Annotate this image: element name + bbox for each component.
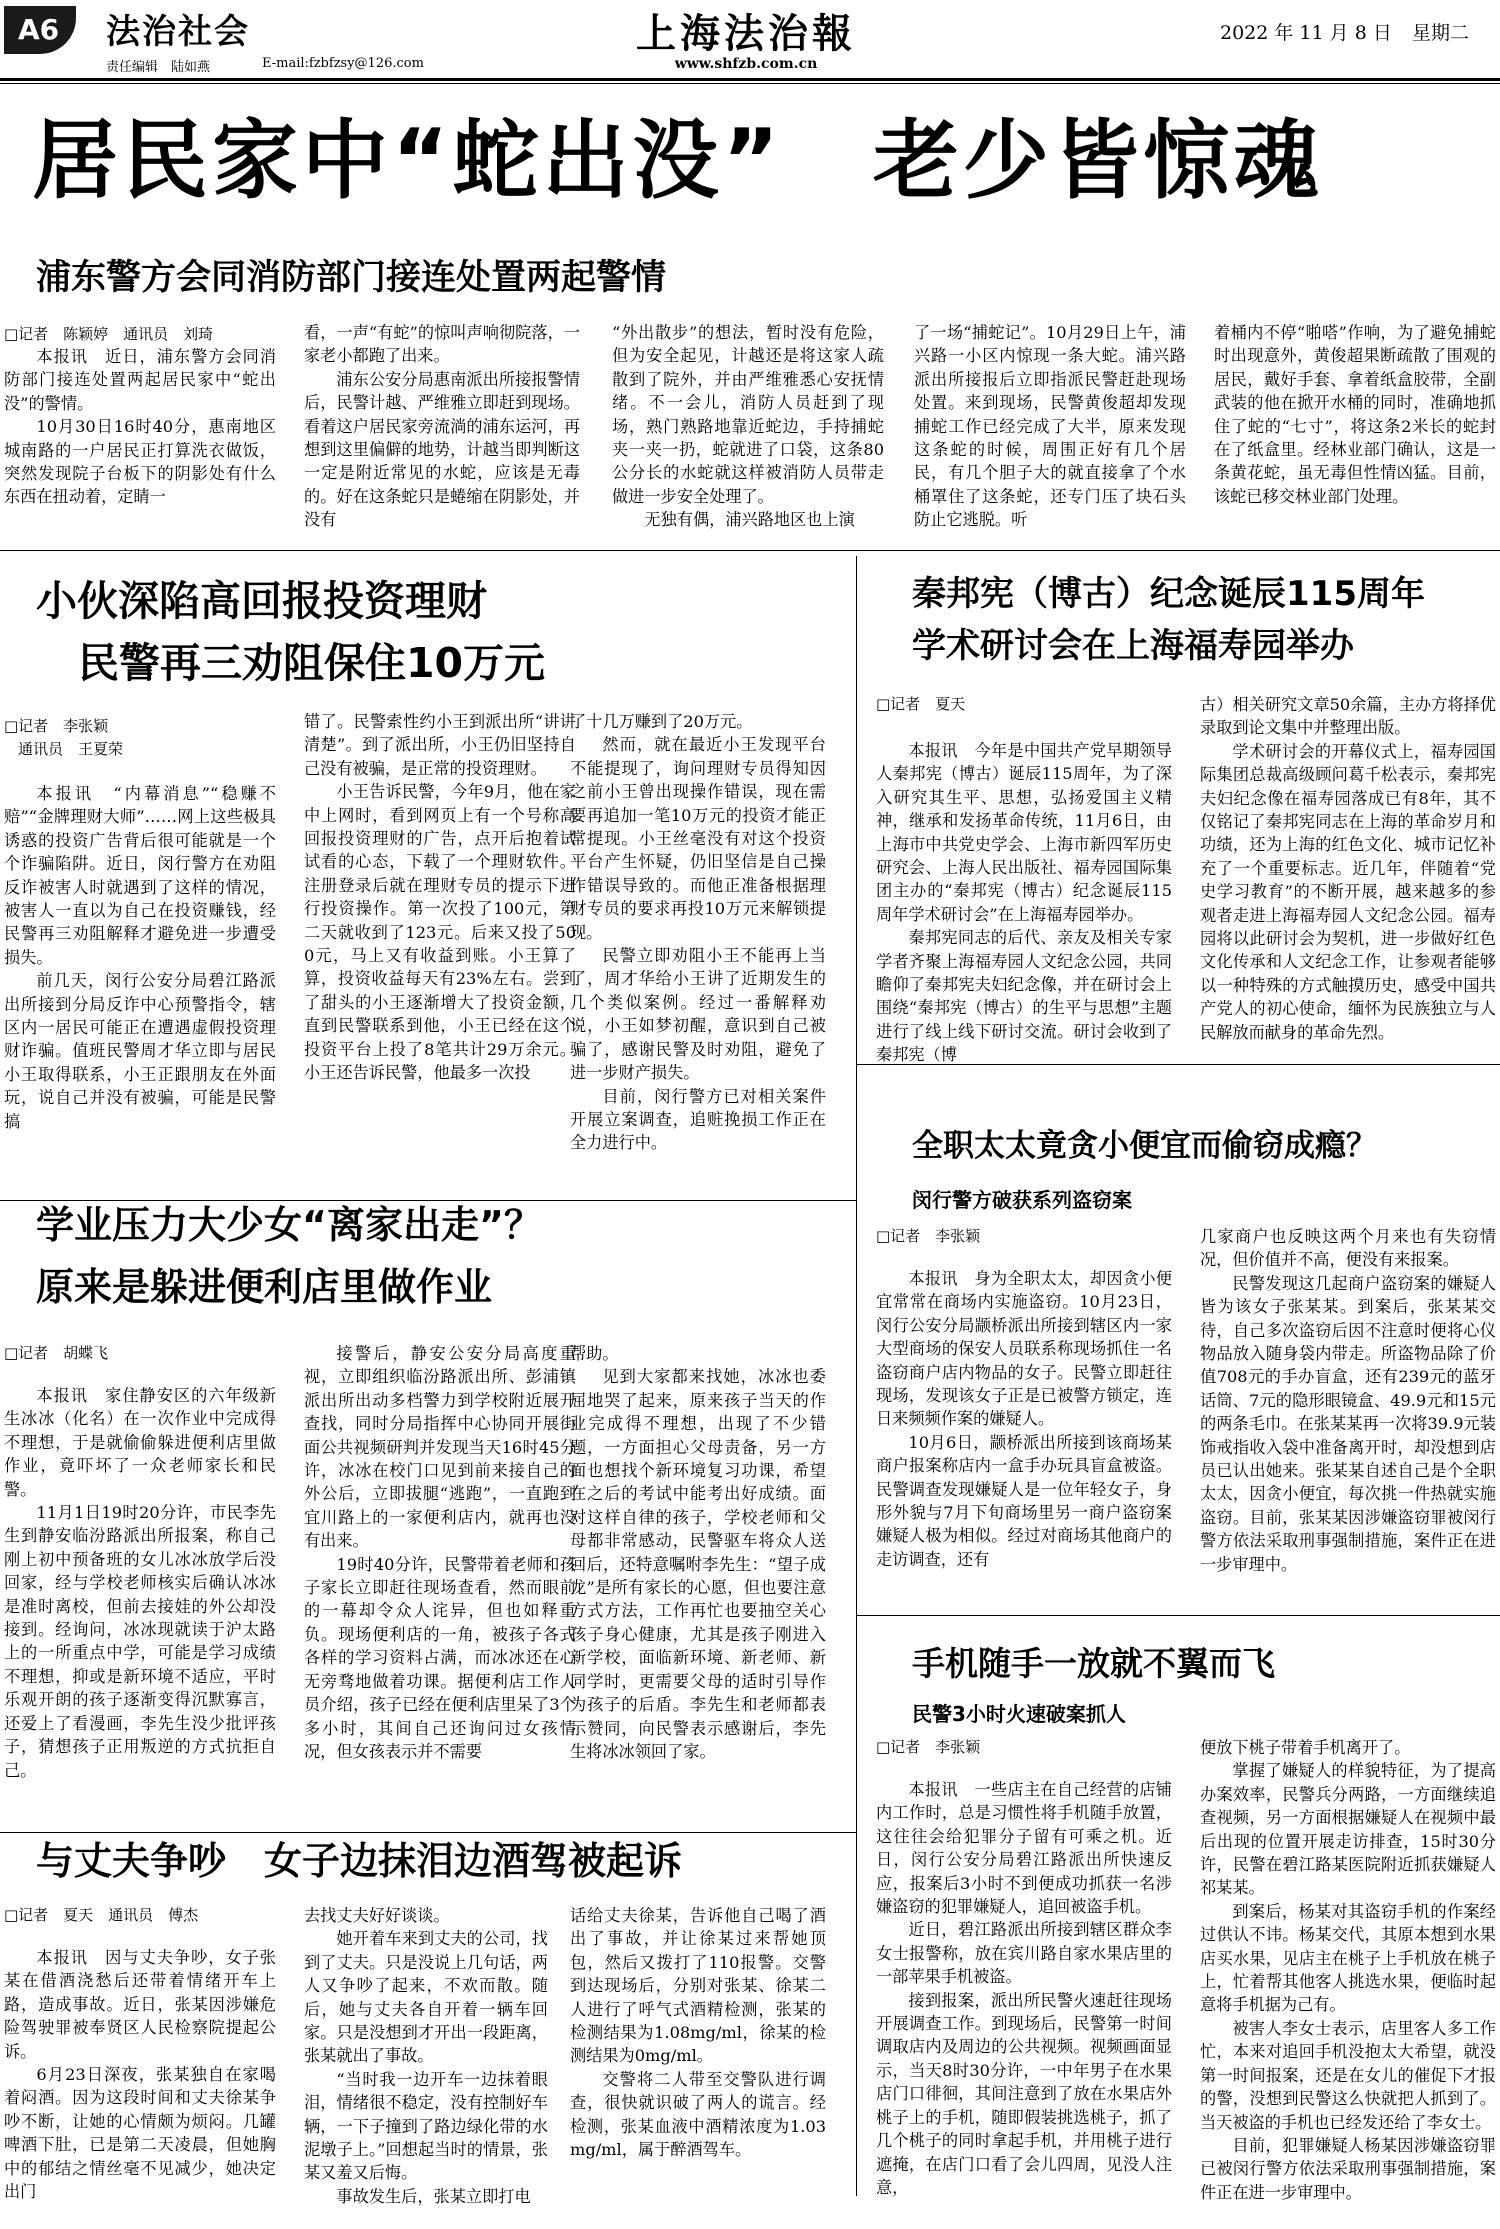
paragraph: 本报讯 一些店主在自己经营的店铺内工作时，总是习惯性将手机随手放置，这往往会给犯罪分子留有可乘之机。近日，闵行公安分局碧江路派出所快速反应，报案后3小时不到便成功抓获一名涉嫌盗窃的犯罪嫌疑人，追回被盗手机。 xyxy=(876,1780,1172,1917)
lead-column-4 xyxy=(914,321,1186,537)
paragraph: 19时40分许，民警带着老师和孩子家长立即赶往现场查看，然而眼前的一幕却令众人诧异，但也如释重负。现场便利店的一角，被孩子各式各样的学习资料占满，而冰冰还在心无旁骛地做着功课。据便利店工作人员介绍，孩子已经在便利店里呆了3个多小时，其间自己还询问过女孩情况，但女孩表示并不需要 xyxy=(304,1554,576,1761)
lead-column-1 xyxy=(4,345,276,537)
student-column-3 xyxy=(570,1342,826,1816)
investment-column-3 xyxy=(570,710,826,1190)
paragraph: 接警后，静安公安分局高度重视，立即组织临汾路派出所、彭浦镇派出所出动多档警力到学校附近展开查找，同时分局指挥中心协同开展街面公共视频研判并发现当天16时45分许，冰冰在校门口见到前来接自己的外公后，立即拔腿“逃跑”，一直跑到宜川路上的一家便利店内，就再也没有出来。 xyxy=(304,1344,576,1551)
theft-subhead: 闵行警方破获系列盗窃案 xyxy=(912,1188,1132,1212)
paragraph: 秦邦宪同志的后代、亲友及相关专家学者齐聚上海福寿园人文纪念公园，共同瞻仰了秦邦宪夫妇纪念像，并在研讨会上围绕“秦邦宪（博古）的生平与思想”主题进行了线上线下研讨交流。研讨会收到了秦邦宪（博 xyxy=(876,928,1172,1065)
column-divider xyxy=(856,556,857,2196)
lead-byline: □记者 陈颖婷 通讯员 刘琦 xyxy=(4,325,214,343)
lead-column-3 xyxy=(612,321,884,537)
section-title: 法治社会 xyxy=(106,12,250,52)
paragraph: 错了。民警索性约小王到派出所“讲讲清楚”。到了派出所，小王仍旧坚持自己没有被骗，是正常的投资理财。 xyxy=(304,712,576,778)
student-column-2 xyxy=(304,1342,576,1816)
theft-column-2 xyxy=(1200,1225,1496,1607)
paragraph: 本报讯 身为全职太太，却因贪小便宜常常在商场内实施盗窃。10月23日，闵行公安分局颛桥派出所接到辖区内一家大型商场的保安人员联系称现场抓住一名盗窃商户店内物品的女子。民警立即赶往现场，发现该女子正是已被警方锁定，连日来频频作案的嫌疑人。 xyxy=(876,1269,1172,1429)
phone-headline: 手机随手一放就不翼而飞 xyxy=(912,1644,1275,1683)
paragraph: 看，一声“有蛇”的惊叫声响彻院落，一家老小都跑了出来。 xyxy=(304,323,580,366)
paragraph: 小王告诉民警，今年9月，他在家中上网时，看到网页上有一个号称高回报投资理财的广告，点开后抱着试试看的心态，下载了一个理财软件。注册登录后就在理财专员的提示下进行投资操作。第一次投了100元，第二天就收到了123元。后来又投了500元，马上又有收益到账。小王算了算，投资收益每天有23%左右。尝到了甜头的小王逐渐增大了投资金额，直到民警联系到他，小王已经在这个投资平台上投了8笔共计29万余元。小王还告诉民警，他最多一次投 xyxy=(304,782,576,1083)
paragraph: 本报讯 因与丈夫争吵，女子张某在借酒浇愁后还带着情绪开车上路，造成事故。近日，张某因涉嫌危险驾驶罪被奉贤区人民检察院提起公诉。 xyxy=(4,1948,276,2061)
drunk-driving-column-3 xyxy=(570,1904,826,2226)
investment-byline: □记者 李张颖 xyxy=(4,717,109,735)
paragraph: 了十几万赚到了20万元。 xyxy=(570,712,753,731)
paragraph: 民警立即劝阻小王不能再上当了，周才华给小王讲了近期发生的几个类似案例。经过一番解释劝说，小王如梦初醒，意识到自己被骗了，感谢民警及时劝阻，避免了进一步财产损失。 xyxy=(570,946,826,1083)
header-rule-thick xyxy=(0,78,1500,81)
paragraph: “当时我一边开车一边抹着眼泪，情绪很不稳定，没有控制好车辆，一下子撞到了路边绿化带的水泥墩子上。”回想起当时的情景，张某又羞又后悔。 xyxy=(304,2069,548,2183)
commemoration-column-2 xyxy=(1200,693,1496,1049)
drunk-driving-byline: □记者 夏天 通讯员 傅杰 xyxy=(4,1906,199,1924)
section-divider xyxy=(0,1200,856,1201)
section-divider xyxy=(0,550,1500,551)
paragraph: 被害人李女士表示，店里客人多工作忙，本来对追回手机没抱太大希望，就没第一时间报案，还是在女儿的催促下才报的警，没想到民警这么快就把人抓到了。当天被盗的手机也已经发还给了李女士。 xyxy=(1200,2018,1496,2132)
paragraph: 去找丈夫好好谈谈。 xyxy=(304,1906,450,1925)
commemoration-headline-line-1: 秦邦宪（博古）纪念诞辰115周年 xyxy=(912,574,1425,614)
student-headline-line-1: 学业压力大少女“离家出走”？ xyxy=(36,1203,542,1247)
paragraph: 事故发生后，张某立即打电 xyxy=(336,2186,531,2206)
paragraph: 本报讯 “内幕消息”“稳赚不赔”“金牌理财大师”……网上这些极具诱惑的投资广告背后很可能就是一个个诈骗陷阱。近日，闵行警方在劝阻反诈被害人时就遇到了这样的情况，被害人一直以为自己在投资赚钱，经民警再三劝阻解释才避免进一步遭受损失。 xyxy=(4,784,276,967)
newspaper-masthead: 上海法治報 xyxy=(636,10,856,57)
theft-column-1 xyxy=(876,1267,1172,1607)
paragraph: 话给丈夫徐某，告诉他自己喝了酒出了事故，并让徐某过来帮她顶包，然后又拨打了110报警。交警到达现场后，分别对张某、徐某二人进行了呼气式酒精检测，张某的检测结果为1.08mg/ml，徐某的检测结果为0mg/ml。 xyxy=(570,1906,826,2066)
paragraph: 近日，碧江路派出所接到辖区群众李女士报警称，放在宾川路自家水果店里的一部苹果手机被盗。 xyxy=(876,1920,1172,1987)
paragraph: 6月23日深夜，张某独自在家喝着闷酒。因为这段时间和丈夫徐某争吵不断，让她的心情颇为烦闷。几罐啤酒下肚，已是第二天凌晨，但她胸中的郁结之情丝毫不见减少，她决定出门 xyxy=(4,2065,276,2202)
section-divider xyxy=(857,1064,1500,1065)
drunk-driving-headline: 与丈夫争吵 女子边抹泪边酒驾被起诉 xyxy=(36,1839,683,1883)
paragraph: 着桶内不停“啪嗒”作响，为了避免捕蛇时出现意外，黄俊超果断疏散了围观的居民，戴好手套、拿着纸盒胶带，全副武装的他在掀开水桶的同时，准确地抓住了蛇的“七寸”，将这条2米长的蛇封在了纸盒里。经林业部门确认，这是一条黄花蛇，虽无毒但性情凶猛。目前，该蛇已移交林业部门处理。 xyxy=(1214,323,1496,506)
paragraph: 11月1日19时20分许，市民李先生到静安临汾路派出所报案，称自己刚上初中预备班的女儿冰冰放学后没回家，经与学校老师核实后确认冰冰是准时离校，但前去接娃的外公却没接到。经询问，冰冰现就读于沪太路上的一所重点中学，可能是学习成绩不理想，抑或是新环境不适应，平时乐观开朗的孩子逐渐变得沉默寡言，还爱上了看漫画，李先生没少批评孩子，猜想孩子正用叛逆的方式抗拒自己。 xyxy=(4,1503,276,1780)
responsible-editor: 责任编辑 陆如燕 xyxy=(106,60,211,75)
drunk-driving-column-1 xyxy=(4,1946,276,2226)
investment-headline-line-2: 民警再三劝阻保住10万元 xyxy=(78,639,546,687)
editor-email: E-mail:fzbfzsy@126.com xyxy=(262,56,424,71)
paragraph: 前几天，闵行公安分局碧江路派出所接到分局反诈中心预警指令，辖区内一居民可能正在遭遇虚假投资理财诈骗。值班民警周才华立即与居民小王取得联系，小王正跟朋友在外面玩，说自己并没有被骗，可能是民警搞 xyxy=(4,971,276,1131)
paragraph: 掌握了嫌疑人的样貌特征，为了提高办案效率，民警兵分两路，一方面继续追查视频，另一方面根据嫌疑人在视频中最后出现的位置开展走访排查，15时30分许，民警在碧江路某医院附近抓获嫌疑人祁某某。 xyxy=(1200,1761,1496,1898)
drunk-driving-column-2 xyxy=(304,1904,548,2226)
section-divider xyxy=(857,1615,1500,1616)
commemoration-headline-line-2: 学术研讨会在上海福寿园举办 xyxy=(912,626,1354,666)
commemoration-byline: □记者 夏天 xyxy=(876,695,966,713)
paragraph: 浦东公安分局惠南派出所接报警情后，民警计越、严维雅立即赶到现场。看着这户居民家旁流淌的浦东运河，再想到这里偏僻的地势，计越当即判断这一定是附近常见的水蛇，应该是无毒的。好在这条蛇只是蜷缩在阴影处，并没有 xyxy=(304,369,580,530)
paragraph: 见到大家都来找她，冰冰也委屈地哭了起来，原来孩子当天的作业完成得不理想，出现了不少错题，一方面担心父母责备，另一方面也想找个新环境复习功课，希望在之后的考试中能考出好成绩。面对这样自律的孩子，学校老师和父母都非常感动，民警驱车将众人送回后，还特意嘱咐李先生：“望子成龙”是所有家长的心愿，但也要注意方式方法，工作再忙也要抽空关心孩子身心健康，尤其是孩子刚进入新学校，面临新环境、新老师、新同学时，更需要父母的适时引导作为孩子的后盾。李先生和老师都表示赞同，向民警表示感谢后，李先生将冰冰领回了家。 xyxy=(570,1367,826,1761)
paragraph: 10月30日16时40分，惠南地区城南路的一户居民正打算洗衣做饭，突然发现院子台板下的阴影处有什么东西在扭动着，定睛一 xyxy=(4,417,276,507)
paragraph: 便放下桃子带着手机离开了。 xyxy=(1200,1738,1411,1757)
investment-headline-line-1: 小伙深陷高回报投资理财 xyxy=(36,577,487,625)
paragraph: 本报讯 家住静安区的六年级新生冰冰（化名）在一次作业中完成得不理想，于是就偷偷躲进便利店里做作业，竟吓坏了一众老师家长和民警。 xyxy=(4,1386,276,1499)
paragraph: 了一场“捕蛇记”。10月29日上午，浦兴路一小区内惊现一条大蛇。浦兴路派出所接报后立即指派民警赶赴现场处置。来到现场，民警黄俊超却发现捕蛇工作已经完成了大半，原来发现这条蛇的时候，周围正好有几个居民，有几个胆子大的就直接拿了个水桶罩住了这条蛇，还专门压了块石头防止它逃脱。听 xyxy=(914,323,1186,530)
paragraph: 接到报案，派出所民警火速赶往现场开展调查工作。到现场后，民警第一时间调取店内及周边的公共视频。视频画面显示，当天8时30分许，一中年男子在水果店门口徘徊，其间注意到了放在水果店外桃子上的手机，随即假装挑选桃子，抓了几个桃子的同时拿起手机，并用桃子进行遮掩，在店门口看了会儿四周，见没人注意， xyxy=(876,1990,1172,2197)
student-byline: □记者 胡蝶飞 xyxy=(4,1344,109,1362)
paragraph: 民警发现这几起商户盗窃案的嫌疑人皆为该女子张某某。到案后，张某某交待，自己多次盗窃后因不注意时便将心仪物品放入随身袋内带走。所盗物品除了价值708元的手办盲盒，还有239元的蓝牙话筒、7元的隐形眼镜盒、49.9元和15元的两条毛巾。在张某某再一次将39.9元装饰戒指收入袋中准备离开时，却没想到店员已认出她来。张某某自述自己是个全职太太，因贪小便宜，每次挑一件热就实施盗窃。目前，张某某因涉嫌盗窃罪被闵行警方依法采取刑事强制措施，案件正在进一步审理中。 xyxy=(1200,1273,1496,1574)
theft-byline: □记者 李张颖 xyxy=(876,1227,981,1245)
page-number-badge: A6 xyxy=(4,6,76,54)
header-rule-thin xyxy=(0,83,1500,84)
investment-column-1 xyxy=(4,782,276,1190)
lead-column-5 xyxy=(1214,321,1496,537)
student-headline-line-2: 原来是躲进便利店里做作业 xyxy=(36,1265,493,1309)
lead-column-2 xyxy=(304,321,580,537)
phone-column-2 xyxy=(1200,1736,1496,2223)
paragraph: 帮助。 xyxy=(570,1344,619,1363)
paragraph: 10月6日，颛桥派出所接到该商场某商户报案称店内一盒手办玩具盲盒被盗。民警调查发现嫌疑人是一位年轻女子，身形外貌与7月下旬商场里另一商户盗窃案嫌疑人极为相似。经过对商场其他商户的走访调查，还有 xyxy=(876,1432,1172,1569)
phone-byline: □记者 李张颖 xyxy=(876,1738,981,1756)
investment-column-2 xyxy=(304,710,576,1190)
student-column-1 xyxy=(4,1384,276,1816)
paragraph: 无独有偶，浦兴路地区也上演 xyxy=(644,510,855,530)
investment-byline-2: 通讯员 王夏荣 xyxy=(18,740,124,758)
paragraph: 她开着车来到丈夫的公司，找到了丈夫。只是没说上几句话，两人又争吵了起来，不欢而散。随后，她与丈夫各自开着一辆车回家。只是没想到才开出一段距离，张某就出了事故。 xyxy=(304,1929,548,2066)
theft-headline: 全职太太竟贪小便宜而偷窃成瘾？ xyxy=(912,1128,1377,1164)
paragraph: 到案后，杨某对其盗窃手机的作案经过供认不讳。杨某交代，其原本想到水果店买水果，见店主在桃子上手机放在桃子上，忙着帮其他客人挑选水果，便临时起意将手机据为己有。 xyxy=(1200,1901,1496,2015)
paragraph: 几家商户也反映这两个月来也有失窃情况，但价值并不高，便没有来报案。 xyxy=(1200,1227,1496,1270)
paragraph: 学术研讨会的开幕仪式上，福寿园国际集团总裁高级顾问葛千松表示，秦邦宪夫妇纪念像在福寿园落成已有8年，其不仅铭记了秦邦宪同志在上海的革命岁月和功绩，还为上海的红色文化、城市记忆补充了一个重要标志。近几年，伴随着“党史学习教育”的不断开展，越来越多的参观者走进上海福寿园人文纪念公园。福寿园将以此研讨会为契机，进一步做好红色文化传承和人文纪念工作，让参观者能够以一种特殊的方式触摸历史，感受中国共产党人的初心使命，缅怀为民族独立与人民解放而献身的革命先烈。 xyxy=(1200,741,1496,1042)
section-divider xyxy=(0,1832,856,1833)
commemoration-column-1 xyxy=(876,739,1172,1065)
paragraph: 本报讯 今年是中国共产党早期领导人秦邦宪（博古）诞辰115周年，为了深入研究其生平、思想，弘扬爱国主义精神，继承和发扬革命传统，11月6日，由上海市中共党史学会、上海市新四军历史研究会、上海人民出版社、福寿园国际集团主办的“秦邦宪（博古）纪念诞辰115周年学术研讨会”在上海福寿园举办。 xyxy=(876,741,1172,924)
paragraph: 古）相关研究文章50余篇，主办方将择优录取到论文集中并整理出版。 xyxy=(1200,695,1496,738)
newspaper-website: www.shfzb.com.cn xyxy=(674,56,818,72)
issue-weekday: 星期二 xyxy=(1412,22,1470,44)
lead-subhead: 浦东警方会同消防部门接连处置两起警情 xyxy=(36,258,667,298)
paragraph: 交警将二人带至交警队进行调查，很快就识破了两人的谎言。经检测，张某血液中酒精浓度为1.03mg/ml，属于醉酒驾车。 xyxy=(570,2069,826,2160)
paragraph: “外出散步”的想法，暂时没有危险，但为安全起见，计越还是将这家人疏散到了院外，并由严维雅悉心安抚情绪。不一会儿，消防人员赶到了现场，熟门熟路地靠近蛇边，手持捕蛇夹一夹一扔，蛇就进了口袋，这条80公分长的水蛇就这样被消防人员带走做进一步安全处理了。 xyxy=(612,323,884,506)
paragraph: 目前，犯罪嫌疑人杨某因涉嫌盗窃罪已被闵行警方依法采取刑事强制措施，案件正在进一步审理中。 xyxy=(1200,2135,1496,2202)
page-header xyxy=(0,0,1500,78)
lead-headline: 居民家中“蛇出没” 老少皆惊魂 xyxy=(32,111,1324,211)
issue-date: 2022 年 11 月 8 日 xyxy=(1220,22,1392,44)
phone-subhead: 民警3小时火速破案抓人 xyxy=(912,1702,1126,1726)
phone-column-1 xyxy=(876,1778,1172,2223)
paragraph: 目前，闵行警方已对相关案件开展立案调查，追赃挽损工作正在全力进行中。 xyxy=(570,1086,826,1153)
paragraph: 本报讯 近日，浦东警方会同消防部门接连处置两起居民家中“蛇出没”的警情。 xyxy=(4,347,276,413)
paragraph: 然而，就在最近小王发现平台不能提现了，询问理财专员得知因之前小王曾出现操作错误，现在需要再追加一笔10万元的投资才能正常提现。小王丝毫没有对这个投资平台产生怀疑，仍旧坚信是自己操作错误导致的。而他正准备根据理财专员的要求再投10万元来解锁提现。 xyxy=(570,735,826,942)
